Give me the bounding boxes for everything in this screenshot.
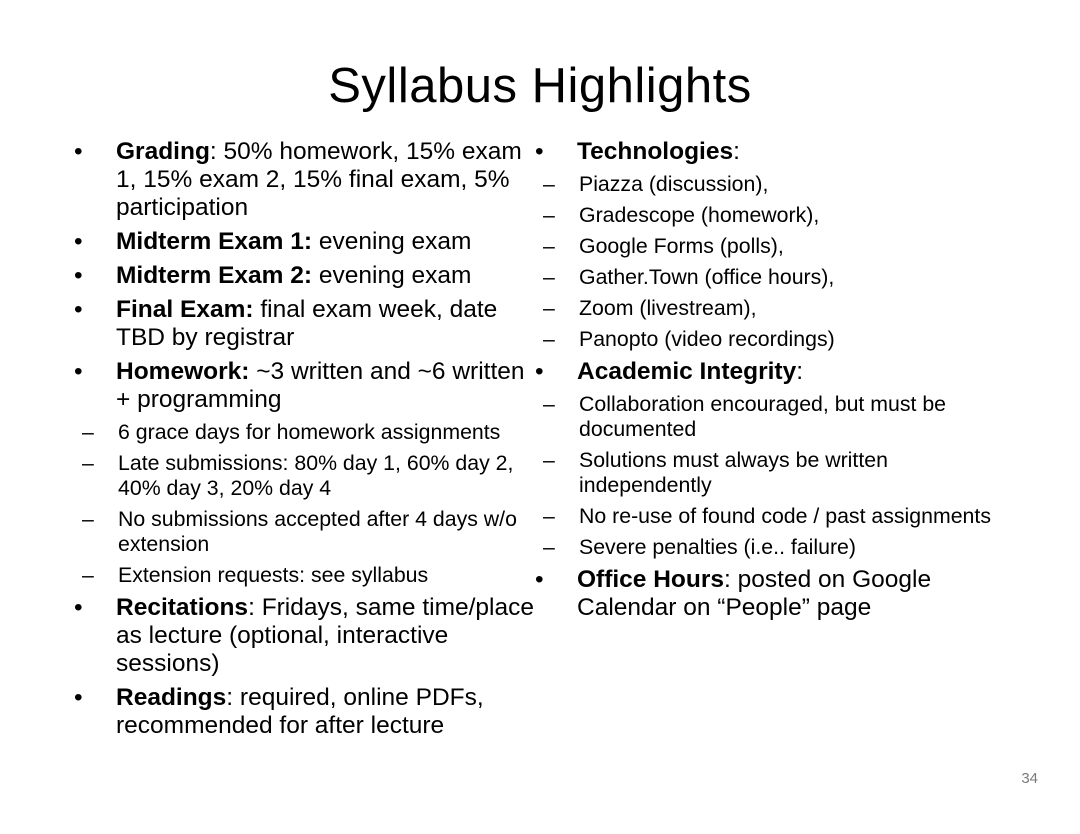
sub-text: Panopto (video recordings) [579, 327, 835, 351]
slide-title: Syllabus Highlights [328, 59, 752, 113]
bullet-marker: • [74, 262, 83, 289]
dash-marker: – [543, 327, 555, 351]
sub-text: 6 grace days for homework assignments [118, 420, 501, 444]
dash-marker: – [543, 172, 555, 196]
bullet-marker: • [74, 358, 83, 385]
sub-item [533, 172, 1003, 197]
bullet-text: Fridays, same time/place as lecture (optional, interactive sessions) [116, 594, 534, 677]
bullet-marker: • [74, 296, 83, 323]
bullet-label: Homework: [116, 358, 250, 385]
sub-item [72, 507, 542, 557]
bullet-label: Midterm Exam 1: [116, 228, 313, 255]
bullet-item [533, 358, 1003, 386]
bullet-separator [312, 228, 319, 255]
bullet-item [72, 228, 542, 256]
bullet-marker: • [74, 684, 83, 711]
dash-marker: – [543, 504, 555, 528]
bullet-marker: • [74, 594, 83, 621]
sub-item [533, 504, 1003, 529]
bullet-label: Office Hours [577, 566, 725, 593]
sub-item [533, 392, 1003, 442]
sub-item [72, 420, 542, 445]
bullet-item [72, 138, 542, 222]
bullet-marker: • [535, 566, 544, 593]
right-column [533, 138, 1003, 628]
dash-marker: – [82, 563, 94, 587]
bullet-marker: • [74, 138, 83, 165]
bullet-marker: • [74, 228, 83, 255]
bullet-separator: : [733, 138, 740, 165]
dash-marker: – [543, 392, 555, 416]
bullet-text: evening exam [318, 228, 472, 255]
sub-text: Severe penalties (i.e.. failure) [579, 535, 856, 559]
dash-marker: – [543, 203, 555, 227]
bullet-separator: : [796, 358, 804, 385]
bullet-marker: • [535, 358, 544, 385]
bullet-separator: : [226, 684, 240, 711]
page-number: 34 [1021, 770, 1038, 787]
bullet-text: 50% homework, 15% exam 1, 15% exam 2, 15% final exam, 5% participation [116, 138, 522, 221]
dash-marker: – [543, 448, 555, 472]
bullet-text: final exam week, date TBD by registrar [116, 296, 498, 351]
dash-marker: – [543, 234, 555, 258]
sub-item [72, 451, 542, 501]
sub-text: Collaboration encouraged, but must be documented [579, 392, 947, 441]
dash-marker: – [543, 265, 555, 289]
sub-text: Late submissions: 80% day 1, 60% day 2, 40% day 3, 20% day 4 [118, 451, 514, 500]
bullet-separator: : [724, 566, 738, 593]
sub-text: No re-use of found code / past assignments [579, 504, 991, 528]
sub-item [533, 296, 1003, 321]
bullet-label: Technologies [577, 138, 734, 165]
bullet-text: posted on Google Calendar on “People” page [577, 566, 932, 621]
bullet-separator: : [209, 138, 224, 165]
sub-item [533, 234, 1003, 259]
dash-marker: – [82, 420, 94, 444]
bullet-marker: • [535, 138, 544, 165]
sub-list [533, 392, 1003, 560]
bullet-item [72, 296, 542, 352]
sub-list [533, 172, 1003, 352]
sub-text: Google Forms (polls), [579, 234, 784, 258]
bullet-label: Midterm Exam 2: [116, 262, 313, 289]
sub-text: Extension requests: see syllabus [118, 563, 429, 587]
dash-marker: – [82, 507, 94, 531]
dash-marker: – [82, 451, 94, 475]
bullet-item [72, 358, 542, 414]
sub-item [533, 265, 1003, 290]
bullet-text: required, online PDFs, recommended for after lecture [116, 684, 484, 739]
bullet-text: ~3 written and ~6 written + programming [116, 358, 525, 413]
bullet-text: evening exam [318, 262, 472, 289]
left-column [72, 138, 542, 746]
sub-item [533, 203, 1003, 228]
dash-marker: – [543, 296, 555, 320]
bullet-label: Readings [116, 684, 227, 711]
bullet-item [72, 684, 542, 740]
bullet-item [533, 566, 1003, 622]
sub-item [533, 327, 1003, 352]
bullet-label: Final Exam: [116, 296, 254, 323]
bullet-item [533, 138, 1003, 166]
sub-text: Piazza (discussion), [579, 172, 769, 196]
sub-text: Zoom (livestream), [579, 296, 757, 320]
sub-text: Solutions must always be written independently [579, 448, 888, 497]
sub-text: No submissions accepted after 4 days w/o extension [118, 507, 517, 556]
bullet-item [72, 594, 542, 678]
dash-marker: – [543, 535, 555, 559]
bullet-item [72, 262, 542, 290]
sub-item [533, 448, 1003, 498]
sub-text: Gather.Town (office hours), [579, 265, 835, 289]
sub-item [533, 535, 1003, 560]
sub-list [72, 420, 542, 588]
bullet-label: Grading [116, 138, 210, 165]
bullet-label: Recitations [116, 594, 249, 621]
sub-text: Gradescope (homework), [579, 203, 820, 227]
sub-item [72, 563, 542, 588]
bullet-separator [312, 262, 319, 289]
bullet-label: Academic Integrity [577, 358, 797, 385]
bullet-separator: : [248, 594, 262, 621]
